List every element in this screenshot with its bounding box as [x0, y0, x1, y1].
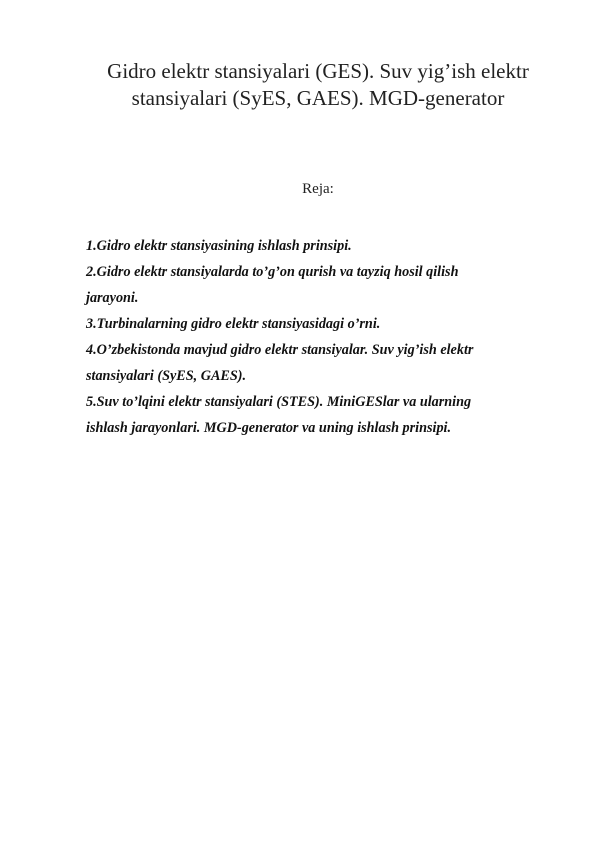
document-title-line: stansiyalari (SyES, GAES). MGD-generator [131, 86, 505, 110]
plan-item-line: jarayoni. [86, 290, 139, 306]
document-title [40, 58, 596, 112]
plan-item-line: ishlash jarayonlari. MGD-generator va uning ishlash prinsipi. [86, 420, 452, 436]
plan-item-3 [86, 311, 556, 337]
plan-item-line: 2.Gidro elektr stansiyalarda to’g’on qurish va tayziq hosil qilish [86, 264, 459, 280]
plan-item-line: 5.Suv to’lqini elektr stansiyalari (STES). MiniGESlar va ularning [86, 394, 472, 410]
plan-item-4 [86, 337, 556, 389]
plan-item-5 [86, 389, 556, 441]
plan-item-1 [86, 233, 556, 259]
plan-list [86, 233, 556, 441]
plan-item-line: 1.Gidro elektr stansiyasining ishlash prinsipi. [86, 238, 352, 254]
plan-item-line: 3.Turbinalarning gidro elektr stansiyasidagi o’rni. [86, 316, 381, 332]
plan-item-line: 4.O’zbekistonda mavjud gidro elektr stansiyalar. Suv yig’ish elektr [86, 342, 474, 358]
plan-item-line: stansiyalari (SyES, GAES). [86, 368, 247, 384]
plan-item-2 [86, 259, 556, 311]
plan-heading: Reja: [302, 181, 334, 197]
document-title-line: Gidro elektr stansiyalari (GES). Suv yig’ish elektr [107, 59, 529, 83]
